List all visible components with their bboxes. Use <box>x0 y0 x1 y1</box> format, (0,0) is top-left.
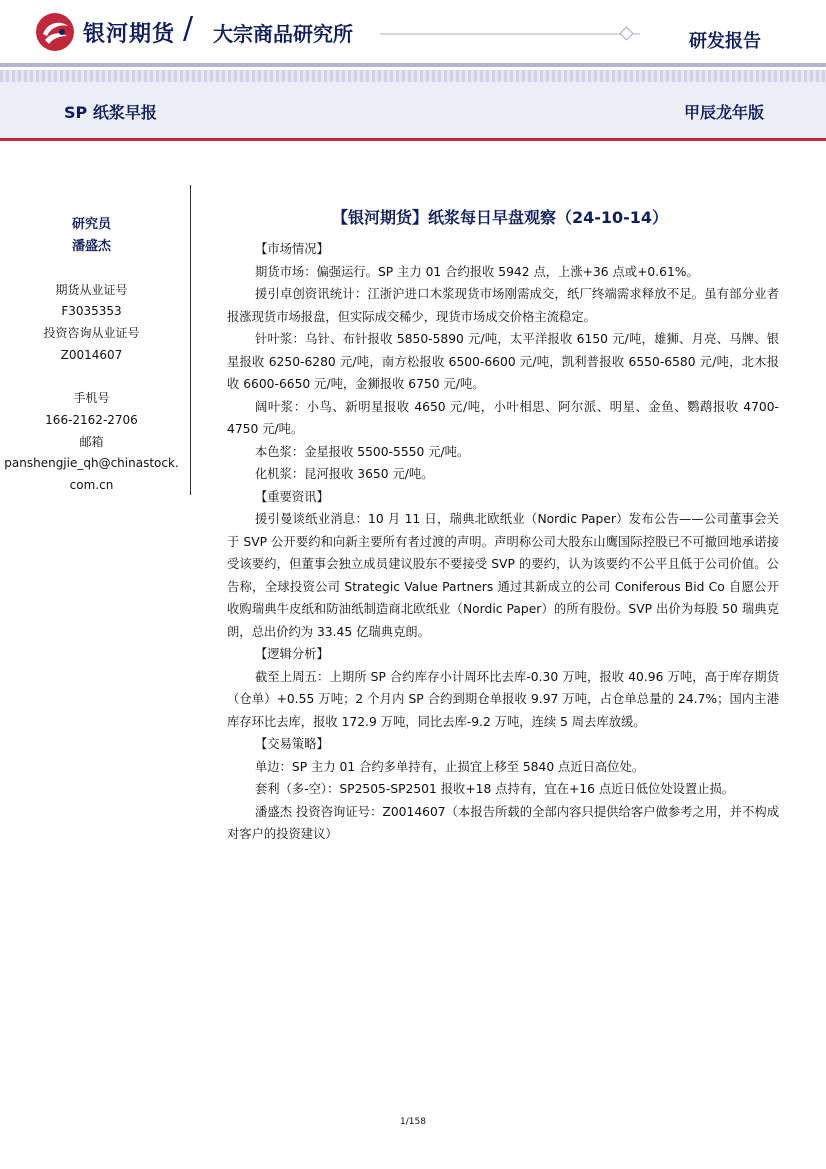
researcher-label: 研究员 <box>71 217 111 232</box>
paragraph-arbitrage: 套利（多-空）：SP2505-SP2501 报收+18 点持有，宜在+16 点近日低位处设置止损。 <box>255 782 735 796</box>
paragraph-chemimechanical-pulp: 化机浆：昆河报收 3650 元/吨。 <box>255 467 434 481</box>
phone-label: 手机号 <box>73 391 110 405</box>
section-heading-strategy: 【交易策略】 <box>255 737 329 751</box>
futures-cert-number: F3035353 <box>61 304 122 318</box>
invest-cert-label: 投资咨询从业证号 <box>43 326 140 340</box>
report-title: 【银河期货】纸浆每日早盘观察（24-10-14） <box>331 208 669 227</box>
sidebar-divider <box>190 185 191 495</box>
header-separator: / <box>183 11 194 46</box>
futures-cert-label: 期货从业证号 <box>55 283 128 297</box>
paragraph-futures-market: 期货市场：偏强运行。SP 主力 01 合约报收 5942 点，上涨+36 点或+0.61%。 <box>255 264 699 279</box>
report-type: 研发报告 <box>689 31 761 52</box>
paragraph-spot-market: 援引卓创资讯统计：江浙沪进口木浆现货市场刚需成交，纸厂终端需求释放不足。虽有部分业者报涨现货市场报盘，但实际成交稀少，现货市场成交价格主流稳定。 <box>227 287 779 324</box>
paragraph-softwood-pulp: 针叶浆：乌针、布针报收 5850-5890 元/吨，太平洋报收 6150 元/吨，雄狮、月亮、马牌、银星报收 6250-6280 元/吨，南方松报收 6500-6600 元/吨，凯利普报收 6550-6580 元/吨，北木报收 6600-6650 元/吨，金狮报收 6750 元/吨。 <box>227 332 779 391</box>
paragraph-news: 援引曼谈纸业消息：10 月 11 日，瑞典北欧纸业（Nordic Paper）发布公告——公司董事会关于 SVP 公开要约和向新主要所有者过渡的声明。声明称公司大股东山鹰国际控股已不可撤回地承诺接受该要约，但董事会独立成员建议股东不要接受 SVP 的要约，认为该要约不公平且低于公司价值。公告称，全球投资公司 Strategic Value Partners 通过其新成立的公司 Coniferous Bid Co 自愿公开收购瑞典牛皮纸和防油纸制造商北欧纸业（Nordic Paper）的所有股份。SVP 出价为每股 50 瑞典克朗，总出价约为 33.45 亿瑞典克朗。 <box>227 512 779 639</box>
invest-cert-number: Z0014607 <box>60 348 123 362</box>
report-body <box>227 238 779 846</box>
researcher-name: 潘盛杰 <box>71 239 111 254</box>
paragraph-analysis: 截至上周五：上期所 SP 合约库存小计周环比去库-0.30 万吨，报收 40.96 万吨，高于库存期货（仓单）+0.55 万吨；2 个月内 SP 合约到期仓单报收 9.97 万吨，占仓单总量的 24.7%；国内主港库存环比去库，报收 172.9 万吨，同比去库-9.2 万吨，连续 5 周去库放缓。 <box>227 669 779 729</box>
paragraph-hardwood-pulp: 阔叶浆：小鸟、新明星报收 4650 元/吨，小叶相思、阿尔派、明星、金鱼、鹦鹉报收 4700-4750 元/吨。 <box>227 399 779 436</box>
email-label: 邮箱 <box>79 435 104 449</box>
paragraph-single-side: 单边：SP 主力 01 合约多单持有，止损宜上移至 5840 点近日高位处。 <box>255 759 645 774</box>
institute-name: 大宗商品研究所 <box>213 22 353 46</box>
paragraph-unbleached-pulp: 本色浆：金星报收 5500-5550 元/吨。 <box>255 444 470 459</box>
product-name: SP 纸浆早报 <box>64 103 157 122</box>
header-pattern <box>0 70 826 82</box>
phone-number: 166-2162-2706 <box>45 413 138 427</box>
email-address-line2: com.cn <box>69 478 114 492</box>
page-number: 1/158 <box>400 1117 426 1127</box>
edition-label: 甲辰龙年版 <box>684 103 765 122</box>
header-stripe <box>0 63 826 67</box>
brand-name: 银河期货 <box>83 22 176 47</box>
section-heading-analysis: 【逻辑分析】 <box>255 647 329 661</box>
paragraph-disclaimer: 潘盛杰 投资咨询证号：Z0014607（本报告所载的全部内容只提供给客户做参考之用，并不构成对客户的投资建议） <box>227 804 779 841</box>
section-heading-market: 【市场情况】 <box>255 242 329 256</box>
email-address-line1: panshengjie_qh@chinastock. <box>4 456 179 470</box>
banner-divider <box>0 138 826 141</box>
section-heading-news: 【重要资讯】 <box>255 489 329 504</box>
